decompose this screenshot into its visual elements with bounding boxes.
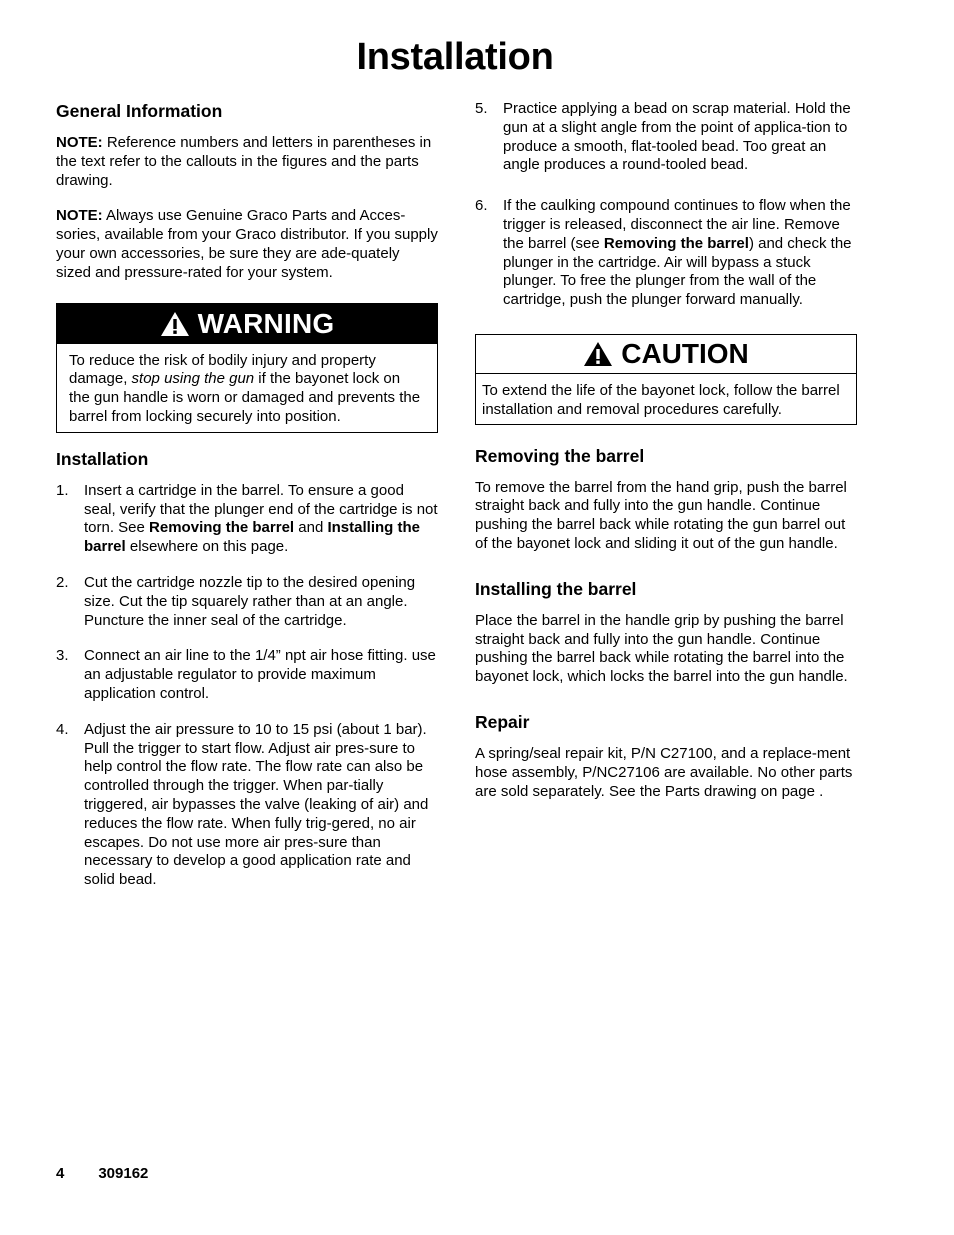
installing-barrel-heading: Installing the barrel [475,578,637,599]
step-text: Practice applying a bead on scrap material. Hold the gun at a slight angle from the point of applica-tion to produce a smooth, flat-tooled bead. Too great an angle produces a round-tooled bead. [503,100,851,174]
step-6-text-c: ) and check the plunger in the cartridge. Air will bypass a stuck plunger. To free the plunger from the wall of the cartridge, push the plunger forward manually. [503,234,852,309]
step-text [84,482,438,557]
manual-part-number: 309162 [98,1165,149,1182]
caution-header [476,335,856,374]
step-1 [56,482,438,557]
page-number: 4 [56,1165,65,1182]
caution-box [475,334,857,425]
warning-text-a: To reduce the risk of bodily injury and property damage, [69,351,376,388]
step-1-text-a: Insert a cartridge in the barrel. To ensure a good seal, verify that the plunger end of the cartridge is not torn. See [84,481,438,537]
step-number: 6. [475,197,488,215]
warning-text-emphasis: stop using the gun [131,370,255,388]
warning-box [56,303,438,433]
note-2-label: NOTE: [56,207,103,225]
warning-label: WARNING [197,307,335,339]
caution-text: To extend the life of the bayonet lock, follow the barrel installation and removal procedures carefully. [482,381,840,418]
step-6-text-a: If the caulking compound continues to flow when the trigger is released, disconnect the air line. Remove the barrel (see [503,197,851,252]
step-1-ref-removing: Removing the barrel [149,519,295,537]
warning-triangle-icon [160,311,190,337]
repair-text: A spring/seal repair kit, P/N C27100, and a replace-ment hose assembly, P/NC27106 are available. No other parts are sold separately. See the Parts drawing on page . [475,744,853,800]
repair-heading: Repair [475,711,530,732]
step-text: Adjust the air pressure to 10 to 15 psi (about 1 bar). Pull the trigger to start flow. Adjust air pres-sure to help control the flow rate. The flow rate can also be controlled through the trigger. When par-tially triggered, air bypasses the valve (leaking of air) and reduces the flow rate. When fully trig-gered, no air escapes. Do not use more air pres-sure than necessary to develop a good application rate and solid bead. [84,720,429,889]
installation-steps-continued [475,100,857,310]
step-1-text-d: elsewhere on this page. [125,538,289,556]
step-number: 1. [56,481,69,499]
step-2 [56,574,438,630]
warning-text [57,344,437,432]
step-number: 5. [475,100,488,117]
step-3 [56,647,438,703]
step-text [503,197,857,310]
warning-text-b: if the bayonet lock on the gun handle is worn or damaged and prevents the barrel from locking securely into position. [69,370,421,425]
step-6 [475,197,857,310]
caution-label: CAUTION [621,337,749,369]
step-5 [475,100,857,175]
step-text: Connect an air line to the 1/4” npt air hose fitting. use an adjustable regulator to provide maximum application control. [84,647,436,702]
page-title: Installation [356,36,554,78]
right-column [475,100,857,801]
note-2 [56,207,438,282]
installation-steps [56,482,438,890]
step-6-ref-removing: Removing the barrel [603,234,749,252]
note-1-label: NOTE: [56,134,103,151]
step-number: 2. [56,573,69,591]
step-number: 3. [56,647,69,665]
page-footer [56,1165,148,1182]
step-4 [56,721,438,890]
note-1-text: Reference numbers and letters in parentheses in the text refer to the callouts in the figures and the parts drawing. [56,134,432,189]
step-text: Cut the cartridge nozzle tip to the desired opening size. Cut the tip squarely rather than at an angle. Puncture the inner seal of the cartridge. [84,573,416,629]
note-2-text: Always use Genuine Graco Parts and Acces-sories, available from your Graco distributor. If you supply your own accessories, be sure they are ade-quately sized and pressure-rated for your system. [56,207,438,281]
removing-barrel-heading: Removing the barrel [475,445,645,466]
step-1-ref-installing: Installing the barrel [84,519,420,556]
note-1 [56,134,438,190]
installing-barrel-text: Place the barrel in the handle grip by pushing the barrel straight back and fully into the gun handle. Continue pushing the barrel back while rotating the barrel into the bayonet lock, which locks the barrel into the gun handle. [475,611,848,686]
left-column [56,100,438,907]
step-number: 4. [56,720,69,738]
warning-header [57,304,437,344]
removing-barrel-text: To remove the barrel from the hand grip, push the barrel straight back and fully into the gun handle. Continue pushing the barrel back while rotating the gun barrel out of the bayonet lock and sliding it out of the gun handle. [475,478,847,552]
general-information-heading: General Information [56,101,223,121]
caution-triangle-icon [583,341,613,367]
step-1-text-c: and [294,519,328,537]
installation-heading: Installation [56,448,149,469]
